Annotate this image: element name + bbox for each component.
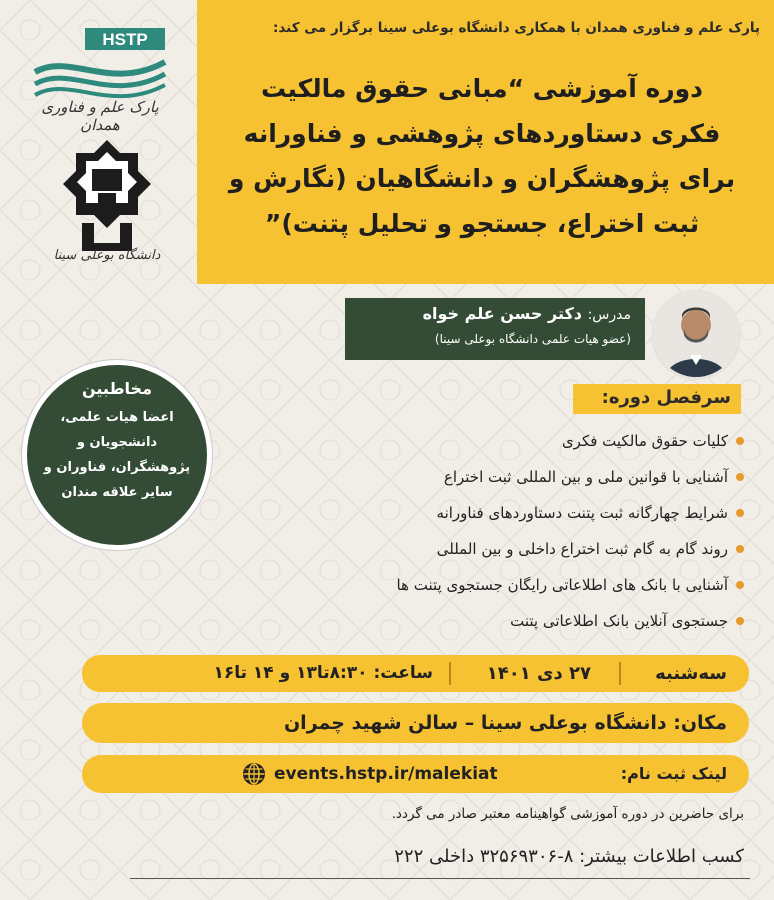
bullet-icon	[736, 581, 744, 589]
certificate-note: برای حاضرین در دوره آموزشی گواهینامه معتبر صادر می گردد.	[391, 806, 744, 822]
instructor-label: مدرس:	[587, 307, 631, 323]
schedule-date: ۲۷ دی ۱۴۰۱	[486, 663, 591, 684]
syllabus-title	[573, 384, 741, 414]
bullet-icon	[736, 617, 744, 625]
schedule-bar	[82, 655, 749, 692]
syllabus-list	[244, 424, 744, 640]
list-item-text: آشنایی با قوانین ملی و بین المللی ثبت اختراع	[443, 468, 728, 486]
instructor-box	[345, 298, 645, 360]
list-item-text: روند گام به گام ثبت اختراع داخلی و بین المللی	[436, 540, 728, 558]
person-icon	[654, 293, 738, 377]
university-name: دانشگاه بوعلی سینا	[53, 248, 161, 263]
location-bar	[82, 703, 749, 743]
list-item	[244, 532, 744, 568]
audience-line: پژوهشگران، فناوران و	[43, 460, 191, 475]
registration-link[interactable]: events.hstp.ir/malekiat	[274, 764, 498, 784]
course-title-line: فکری دستاوردهای پژوهشی و فناورانه	[243, 119, 721, 148]
bullet-icon	[736, 509, 744, 517]
audience-line: دانشجویان و	[76, 435, 158, 450]
audience-line: اعضا هیات علمی،	[60, 410, 174, 425]
course-title-line: ثبت اختراع، جستجو و تحلیل پتنت)”	[264, 209, 700, 238]
university-logo	[52, 135, 162, 265]
registration-bar	[82, 755, 749, 793]
list-item	[244, 604, 744, 640]
contact-info: کسب اطلاعات بیشتر: ۸-۳۲۵۶۹۳۰۶ داخلی ۲۲۲	[394, 846, 744, 867]
list-item	[244, 568, 744, 604]
instructor-name-line	[423, 304, 631, 323]
bullet-icon	[736, 437, 744, 445]
audience-line: سایر علاقه مندان	[61, 485, 173, 500]
schedule-time: ساعت: ۸:۳۰تا۱۳ و ۱۴ تا۱۶	[213, 663, 433, 683]
globe-icon	[242, 762, 266, 786]
title-block	[197, 0, 774, 284]
list-item-text: کلیات حقوق مالکیت فکری	[561, 432, 728, 450]
audience-circle	[22, 360, 212, 550]
course-title-line: برای پژوهشگران و دانشگاهیان (نگارش و	[228, 164, 736, 193]
divider	[130, 878, 750, 879]
divider	[619, 662, 621, 685]
list-item-text: شرایط چهارگانه ثبت پتنت دستاوردهای فناورانه	[436, 504, 728, 522]
audience-title: مخاطبین	[82, 379, 152, 398]
divider	[449, 662, 451, 685]
course-title	[212, 66, 752, 246]
list-item-text: جستجوی آنلاین بانک اطلاعاتی پتنت	[510, 612, 728, 630]
hstp-mark-text: HSTP	[102, 30, 148, 49]
list-item-text: آشنایی با بانک های اطلاعاتی رایگان جستجوی پتنت ها	[396, 576, 728, 594]
instructor-name: دکتر حسن علم خواه	[422, 304, 582, 323]
list-item	[244, 496, 744, 532]
list-item	[244, 424, 744, 460]
syllabus-title-text: سرفصل دوره:	[601, 387, 731, 408]
course-title-line: دوره آموزشی “مبانی حقوق مالکیت	[260, 74, 703, 103]
bullet-icon	[736, 473, 744, 481]
list-item	[244, 460, 744, 496]
registration-label: لینک ثبت نام:	[620, 764, 727, 783]
schedule-day: سه‌شنبه	[655, 663, 727, 684]
hstp-name: پارک علم و فناوری همدان	[41, 98, 159, 134]
audience-list	[35, 405, 199, 505]
bullet-icon	[736, 545, 744, 553]
instructor-photo	[651, 290, 741, 380]
location-text: مکان: دانشگاه بوعلی سینا – سالن شهید چمران	[283, 712, 727, 734]
intro-text: پارک علم و فناوری همدان با همکاری دانشگاه بوعلی سینا برگزار می کند:	[272, 20, 760, 36]
instructor-affiliation: (عضو هیات علمی دانشگاه بوعلی سینا)	[434, 332, 631, 346]
